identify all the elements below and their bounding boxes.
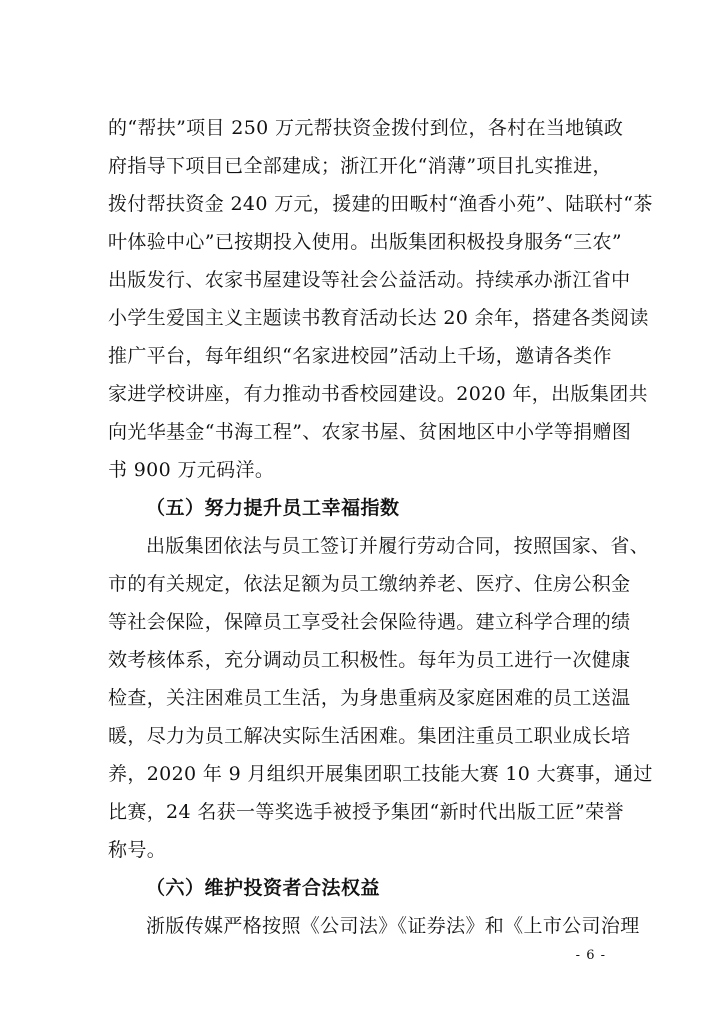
text-line: 府指导下项目已全部建成；浙江开化“消薄”项目扎实推进，	[108, 155, 612, 177]
page-number: - 6 -	[575, 948, 606, 963]
text-line: 养，2020 年 9 月组织开展集团职工技能大赛 10 大赛事，通过	[108, 763, 653, 785]
text-line: 比赛，24 名获一等奖选手被授予集团“新时代出版工匠”荣誉	[108, 801, 624, 823]
text-line: 效考核体系，充分调动员工积极性。每年为员工进行一次健康	[108, 649, 631, 671]
text-line: 叶体验中心”已按期投入使用。出版集团积极投身服务“三农”	[108, 231, 622, 253]
text-line: 书 900 万元码洋。	[108, 459, 275, 481]
text-line: 出版发行、农家书屋建设等社会公益活动。持续承办浙江省中	[108, 269, 631, 291]
text-line: 等社会保险，保障员工享受社会保险待遇。建立科学合理的绩	[108, 611, 631, 633]
text-line: 出版集团依法与员工签订并履行劳动合同，按照国家、省、	[146, 535, 650, 557]
text-line: 暖，尽力为员工解决实际生活困难。集团注重员工职业成长培	[108, 725, 631, 747]
text-line: 浙版传媒严格按照《公司法》《证券法》和《上市公司治理	[146, 915, 640, 937]
text-line: 推广平台，每年组织“名家进校园”活动上千场，邀请各类作	[108, 345, 612, 367]
section-heading: （五）努力提升员工幸福指数	[146, 497, 400, 519]
text-line: 市的有关规定，依法足额为员工缴纳养老、医疗、住房公积金	[108, 573, 631, 595]
text-line: 小学生爱国主义主题读书教育活动长达 20 余年，搭建各类阅读	[108, 307, 649, 329]
text-line: 拨付帮扶资金 240 万元，援建的田畈村“渔香小苑”、陆联村“茶	[108, 193, 653, 215]
text-line: 向光华基金“书海工程”、农家书屋、贫困地区中小学等捐赠图	[108, 421, 632, 443]
text-line: 家进学校讲座，有力推动书香校园建设。2020 年，出版集团共	[108, 383, 648, 405]
text-line: 检查，关注困难员工生活，为身患重病及家庭困难的员工送温	[108, 687, 631, 709]
section-heading: （六）维护投资者合法权益	[146, 877, 381, 899]
text-line: 的“帮扶”项目 250 万元帮扶资金拨付到位，各村在当地镇政	[108, 117, 624, 139]
text-line: 称号。	[108, 839, 167, 861]
